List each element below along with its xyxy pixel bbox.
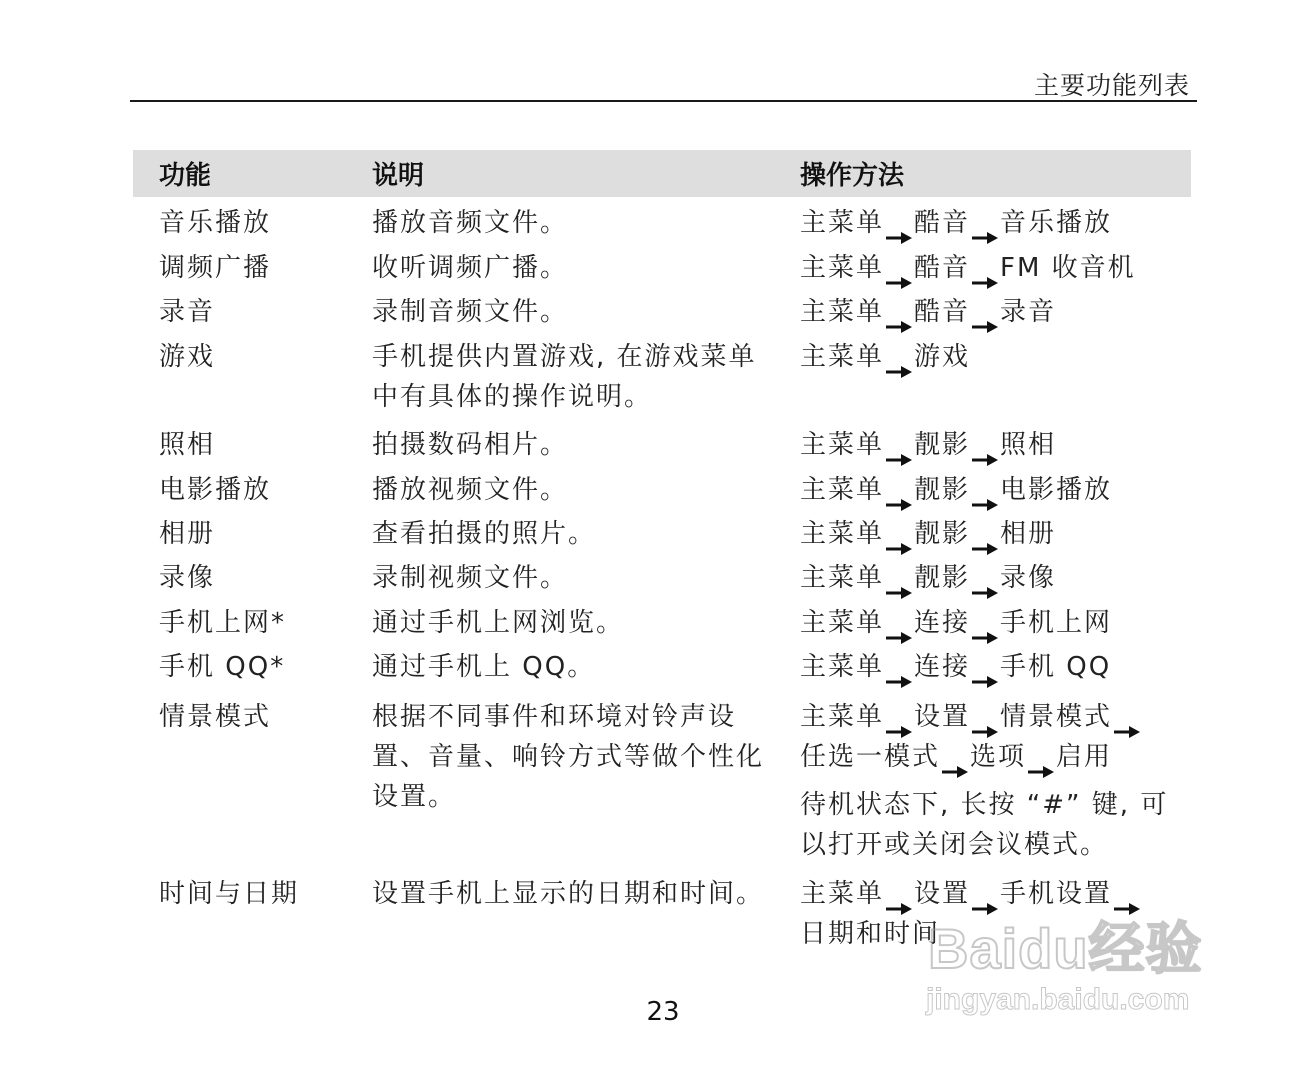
menu-step: 酷音 <box>914 208 971 238</box>
column-header-function: 功能 <box>159 161 212 191</box>
menu-step: 主菜单 <box>800 702 885 732</box>
arrow-right-icon <box>972 616 998 628</box>
function-cell: 调频广播 <box>159 253 272 283</box>
menu-step: 选项 <box>970 742 1027 772</box>
arrow-right-icon <box>886 616 912 628</box>
baidu-jingyan-watermark <box>920 905 1240 1035</box>
header-rule <box>130 100 1197 102</box>
description-line: 录制视频文件。 <box>372 563 569 593</box>
watermark-logo: Baidu经验 <box>928 917 1203 980</box>
menu-step: 情景模式 <box>1000 702 1113 732</box>
menu-step: 酷音 <box>914 253 971 283</box>
description-cell <box>372 425 568 465</box>
operation-cell <box>800 248 1136 288</box>
operation-cell <box>800 337 970 377</box>
description-line: 手机提供内置游戏, 在游戏菜单 <box>372 342 757 372</box>
menu-step: 电影播放 <box>1000 475 1113 505</box>
function-cell: 录音 <box>159 297 216 327</box>
description-cell <box>372 874 764 914</box>
arrow-right-icon <box>972 660 998 672</box>
description-line: 设置手机上显示的日期和时间。 <box>372 879 765 909</box>
menu-step: 照相 <box>1000 430 1057 460</box>
menu-step: 主菜单 <box>800 563 885 593</box>
operation-path <box>800 603 1112 643</box>
function-cell: 相册 <box>159 519 216 549</box>
operation-cell <box>800 425 1056 465</box>
function-cell: 游戏 <box>159 342 216 372</box>
menu-step: FM 收音机 <box>1000 253 1136 283</box>
note-line: 以打开或关闭会议模式。 <box>800 830 1109 860</box>
menu-step: 靓影 <box>914 430 971 460</box>
description-cell <box>372 647 595 687</box>
arrow-right-icon <box>972 438 998 450</box>
operation-path <box>800 737 1142 777</box>
arrow-right-icon <box>972 571 998 583</box>
menu-step: 游戏 <box>914 342 971 372</box>
description-line: 根据不同事件和环境对铃声设 <box>372 702 737 732</box>
arrow-right-icon <box>972 261 998 273</box>
menu-step: 主菜单 <box>800 297 885 327</box>
arrow-right-icon <box>886 660 912 672</box>
description-cell <box>372 470 568 510</box>
arrow-right-icon <box>886 527 912 539</box>
arrow-right-icon <box>886 350 912 362</box>
function-cell: 情景模式 <box>159 702 272 732</box>
menu-step: 任选一模式 <box>800 742 941 772</box>
menu-step: 手机设置 <box>1000 879 1113 909</box>
description-cell <box>372 203 568 243</box>
page-number: 23 <box>646 997 680 1027</box>
menu-step: 手机上网 <box>1000 608 1113 638</box>
operation-cell <box>800 470 1112 510</box>
description-cell <box>372 697 764 817</box>
description-line: 录制音频文件。 <box>372 297 569 327</box>
description-cell <box>372 558 568 598</box>
column-header-operation: 操作方法 <box>800 161 905 191</box>
description-line: 通过手机上 QQ。 <box>372 652 596 682</box>
arrow-right-icon <box>1028 750 1054 762</box>
description-line: 拍摄数码相片。 <box>372 430 569 460</box>
description-line: 通过手机上网浏览。 <box>372 608 625 638</box>
operation-cell <box>800 514 1056 554</box>
description-line: 设置。 <box>372 782 457 812</box>
function-cell: 录像 <box>159 563 216 593</box>
description-line: 播放音频文件。 <box>372 208 569 238</box>
menu-step: 连接 <box>914 652 971 682</box>
description-line: 置、音量、响铃方式等做个性化 <box>372 742 765 772</box>
menu-step: 录像 <box>1000 563 1057 593</box>
operation-cell <box>800 203 1112 243</box>
menu-step: 录音 <box>1000 297 1057 327</box>
description-cell <box>372 337 757 417</box>
menu-step: 主菜单 <box>800 652 885 682</box>
operation-cell <box>800 603 1112 643</box>
arrow-right-icon <box>886 887 912 899</box>
operation-path <box>800 470 1112 510</box>
operation-cell <box>800 558 1056 598</box>
menu-step: 手机 QQ <box>1000 652 1112 682</box>
arrow-right-icon <box>886 261 912 273</box>
operation-note <box>800 785 1168 865</box>
operation-path <box>800 248 1136 288</box>
operation-path <box>800 514 1056 554</box>
arrow-right-icon <box>886 483 912 495</box>
operation-path <box>800 337 970 377</box>
menu-step: 主菜单 <box>800 519 885 549</box>
operation-path <box>800 647 1111 687</box>
description-line: 播放视频文件。 <box>372 475 569 505</box>
arrow-right-icon <box>942 750 968 762</box>
arrow-right-icon <box>1114 710 1140 722</box>
description-line: 中有具体的操作说明。 <box>372 382 653 412</box>
description-cell <box>372 292 568 332</box>
arrow-right-icon <box>972 216 998 228</box>
arrow-right-icon <box>886 710 912 722</box>
menu-step: 主菜单 <box>800 430 885 460</box>
watermark-url: jingyan.baidu.com <box>926 983 1190 1016</box>
arrow-right-icon <box>886 216 912 228</box>
arrow-right-icon <box>972 305 998 317</box>
column-header-description: 说明 <box>372 161 425 191</box>
operation-path <box>800 425 1056 465</box>
menu-step: 相册 <box>1000 519 1057 549</box>
table-header-bar <box>133 150 1191 197</box>
operation-cell <box>800 292 1056 332</box>
function-cell: 音乐播放 <box>159 208 272 238</box>
function-cell: 电影播放 <box>159 475 272 505</box>
operation-path <box>800 203 1112 243</box>
menu-step: 靓影 <box>914 563 971 593</box>
description-cell <box>372 514 596 554</box>
arrow-right-icon <box>972 710 998 722</box>
arrow-right-icon <box>972 527 998 539</box>
menu-step: 主菜单 <box>800 475 885 505</box>
menu-step: 连接 <box>914 608 971 638</box>
menu-step: 主菜单 <box>800 253 885 283</box>
function-cell: 照相 <box>159 430 216 460</box>
description-line: 查看拍摄的照片。 <box>372 519 597 549</box>
arrow-right-icon <box>886 305 912 317</box>
menu-step: 酷音 <box>914 297 971 327</box>
note-line: 待机状态下, 长按 “#” 键, 可 <box>800 790 1169 820</box>
menu-step: 靓影 <box>914 475 971 505</box>
description-cell <box>372 248 568 288</box>
function-cell: 手机 QQ* <box>159 652 286 682</box>
arrow-right-icon <box>972 483 998 495</box>
description-cell <box>372 603 624 643</box>
description-line: 收听调频广播。 <box>372 253 569 283</box>
menu-step: 设置 <box>914 702 971 732</box>
function-cell: 时间与日期 <box>159 879 300 909</box>
menu-step: 设置 <box>914 879 971 909</box>
arrow-right-icon <box>972 887 998 899</box>
header-title: 主要功能列表 <box>1033 71 1190 100</box>
arrow-right-icon <box>1114 887 1140 899</box>
menu-step: 主菜单 <box>800 208 885 238</box>
menu-step: 启用 <box>1056 742 1113 772</box>
menu-step: 音乐播放 <box>1000 208 1113 238</box>
menu-step: 主菜单 <box>800 879 885 909</box>
operation-path <box>800 558 1056 598</box>
arrow-right-icon <box>886 571 912 583</box>
menu-step: 靓影 <box>914 519 971 549</box>
operation-cell <box>800 697 1142 777</box>
operation-cell <box>800 647 1111 687</box>
function-cell: 手机上网* <box>159 608 287 638</box>
menu-step: 主菜单 <box>800 342 885 372</box>
menu-step: 主菜单 <box>800 608 885 638</box>
operation-path <box>800 292 1056 332</box>
operation-path <box>800 697 1142 737</box>
menu-step: 日期和时间 <box>800 919 941 949</box>
arrow-right-icon <box>886 438 912 450</box>
